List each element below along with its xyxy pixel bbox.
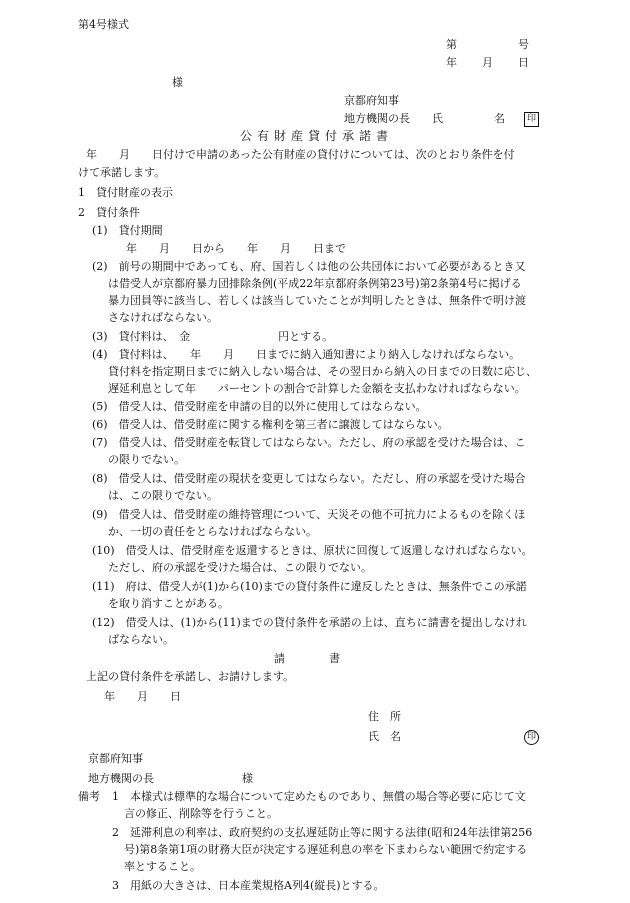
- pledge-title: 請 書: [274, 652, 340, 665]
- intro-line2: けて承諾します。: [78, 166, 166, 179]
- seal-icon: 印: [524, 112, 539, 127]
- recipient-line1: 京都府知事: [88, 752, 143, 765]
- note-1-line2: 言の修正、削除等を行うこと。: [124, 807, 278, 820]
- note-3: 3 用紙の大きさは、日本産業規格A列4(縦長)とする。: [112, 879, 385, 892]
- address-label: 住 所: [368, 710, 401, 723]
- pledge-body: 上記の貸付条件を承諾し、お請けします。: [86, 670, 295, 683]
- section-2-heading: 2 貸付条件: [78, 206, 140, 219]
- condition-5: (5) 借受人は、借受財産を申請の目的以外に使用してはならない。: [92, 400, 427, 413]
- intro-line1: 年 月 日付けで申請のあった公有財産の貸付けについては、次のとおり条件を付: [86, 148, 515, 161]
- condition-4-line3: 遅延利息として年 パーセントの割合で計算した金額を支払わなければならない。: [108, 382, 526, 395]
- condition-2-line3: 暴力団員等に該当し、若しくは該当していたことが判明したときは、無条件で明け渡: [108, 294, 526, 307]
- condition-12-line2: ばならない。: [108, 633, 174, 646]
- condition-6: (6) 借受人は、借受財産に関する権利を第三者に譲渡してはならない。: [92, 418, 449, 431]
- condition-9-line2: か、一切の責任をとらなければならない。: [108, 525, 317, 538]
- condition-2-line4: さなければならない。: [108, 311, 218, 324]
- recipient-line2: 地方機関の長: [88, 772, 154, 785]
- doc-number-suffix: 号: [518, 38, 529, 51]
- condition-10-line1: (10) 借受人は、借受財産を返還するときは、原状に回復して返還しなければならない。: [92, 544, 533, 557]
- form-number: 第4号様式: [78, 18, 129, 31]
- issuer-surname: 氏: [432, 112, 443, 125]
- condition-12-line1: (12) 借受人は、(1)から(11)までの貸付条件を承諾の上は、直ちに請書を提出しなけれ: [92, 616, 527, 629]
- condition-8-line1: (8) 借受人は、借受財産の現状を変更してはならない。ただし、府の承認を受けた場合: [92, 472, 526, 485]
- condition-1-body: 年 月 日から 年 月 日まで: [126, 242, 346, 255]
- date-day: 日: [518, 56, 529, 69]
- condition-8-line2: は、この限りでない。: [108, 489, 218, 502]
- doc-number-prefix: 第: [446, 38, 457, 51]
- condition-7-line1: (7) 借受人は、借受財産を転貸してはならない。ただし、府の承認を受けた場合は、こ: [92, 436, 526, 449]
- issuer-line2: 地方機関の長: [344, 112, 410, 125]
- note-2-line3: 率とすること。: [124, 860, 201, 873]
- pledge-date: 年 月 日: [104, 690, 181, 703]
- condition-10-line2: ただし、府の承認を受けた場合は、この限りでない。: [108, 561, 372, 574]
- condition-3: (3) 貸付料は、 金 円とする。: [92, 330, 334, 343]
- seal-icon: 印: [524, 730, 539, 745]
- recipient-suffix: 様: [242, 772, 253, 785]
- issuer-givenname: 名: [494, 112, 505, 125]
- condition-11-line1: (11) 府は、借受人が(1)から(10)までの貸付条件に違反したときは、無条件でこの承諾: [92, 580, 527, 593]
- condition-2-line2: は借受人が京都府暴力団排除条例(平成22年京都府条例第23号)第2条第4号に掲げる: [108, 277, 522, 290]
- condition-4-line2: 貸付料を指定期日までに納入しない場合は、その翌日から納入の日までの日数に応じ、: [108, 365, 537, 378]
- note-1-line1: 1 本様式は標準的な場合について定めたものであり、無償の場合等必要に応じて文: [112, 790, 526, 803]
- condition-7-line2: の限りでない。: [108, 453, 185, 466]
- date-month: 月: [482, 56, 493, 69]
- date-year: 年: [446, 56, 457, 69]
- document-title: 公有財産貸付承諾書: [240, 129, 394, 143]
- condition-9-line1: (9) 借受人は、借受財産の維持管理について、天災その他不可抗力によるものを除くほ: [92, 508, 526, 521]
- note-2-line2: 号)第8条第1項の財務大臣が決定する遅延利息の率を下まわらない範囲で約定する: [124, 843, 528, 856]
- section-1-heading: 1 貸付財産の表示: [78, 186, 173, 199]
- condition-4-line1: (4) 貸付料は、 年 月 日までに納入通知書により納入しなければならない。: [92, 348, 521, 361]
- addressee-suffix: 様: [172, 76, 183, 89]
- notes-label: 備考: [78, 790, 100, 803]
- condition-11-line2: を取り消すことがある。: [108, 597, 229, 610]
- pledge-seal-circle: [524, 730, 539, 745]
- condition-2-line1: (2) 前号の期間中であっても、府、国若しくは他の公共団体において必要があるとき又: [92, 260, 526, 273]
- issuer-seal-box: [524, 112, 539, 127]
- note-2-line1: 2 延滞利息の利率は、政府契約の支払遅延防止等に関する法律(昭和24年法律第256: [112, 826, 533, 839]
- issuer-line1: 京都府知事: [344, 94, 399, 107]
- name-label: 氏 名: [368, 730, 401, 743]
- condition-1-heading: (1) 貸付期間: [92, 224, 163, 237]
